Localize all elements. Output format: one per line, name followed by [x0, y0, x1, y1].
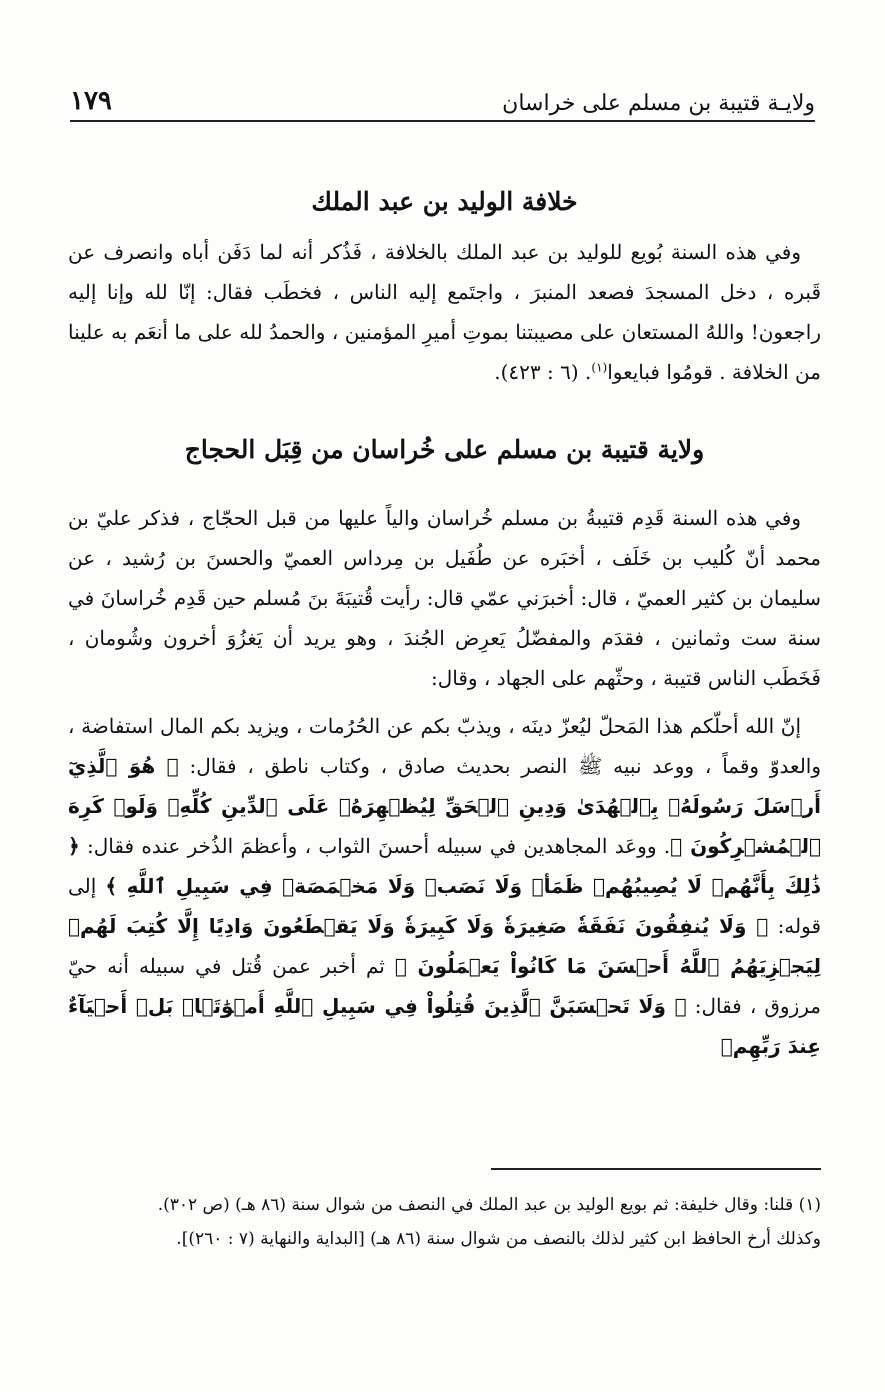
footnotes	[68, 1188, 821, 1256]
footnote-1: (١) قلنا: وقال خليفة: ثم بويع الوليد بن عبد الملك في النصف من شوال سنة (٨٦ هـ) (ص ٣٠٢).	[157, 1195, 821, 1215]
paragraph-speech	[68, 706, 821, 1066]
main-text	[68, 180, 821, 1066]
volume-reference: (٦ : ٤٢٣).	[494, 360, 579, 384]
quran-verse-4: ﴿ وَلَا تَحۡسَبَنَّ ٱلَّذِينَ قُتِلُواْ فِي سَبِيلِ ٱللَّهِ أَمۡوَٰتَۢاۚ بَلۡ أَحۡيَآءٌ عِندَ رَبِّهِمۡ	[68, 994, 821, 1058]
page-number: ١٧٩	[70, 86, 112, 116]
speech-part-1: إنّ الله أحلّكم هذا المَحلّ ليُعزّ دينَه ، ويذبّ بكم عن الحُرُمات ، ويزيد بكم المال استفاضة ، والعدوّ وقماً ، ووعد نبيه ﷺ النصر بحديث صادق ، وكتاب ناطق ، فقال:	[68, 714, 822, 778]
quran-verse-1: ﴿ هُوَ ٱلَّذِيٓ أَرۡسَلَ رَسُولَهُۥ بِٱلۡهُدَىٰ وَدِينِ ٱلۡحَقِّ لِيُظۡهِرَهُۥ عَلَى ٱلدِّينِ كُلِّهِۦ وَلَوۡ كَرِهَ ٱلۡمُشۡرِكُونَ ﴾	[68, 754, 822, 858]
footnote-1-continued: وكذلك أرخ الحافظ ابن كثير لذلك بالنصف من شوال سنة (٨٦ هـ) [البداية والنهاية (٧ : ٢٦٠)].	[176, 1229, 821, 1249]
speech-part-2: . ووعَد المجاهدين في سبيله أحسنَ الثواب ، وأعظمَ الذُخر عنده فقال:	[87, 834, 671, 858]
paragraph-qutayba: وفي هذه السنة قَدِم قتيبةُ بن مسلم خُراسان والياً عليها من قبل الحجّاج ، فذكر عليّ بن محمد أنّ كُليب بن خَلَف ، أخبَره عن طُفَيل بن مِرداس العميّ والحسنَ بن رُشيد ، عن سليمان بن كثير العميّ ، قال: أخبرَني عمّي قال: رأيت قُتيبَةَ بنَ مُسلم حين قَدِم خُراسانَ في سنة ست وثمانين ، فقدَم والمفضّلُ يَعرِض الجُندَ ، وهو يريد أن يَغزُوَ أخرون وشُومان ، فَخَطَب الناس قتيبة ، وحثّهم على الجهاد ، وقال:	[68, 506, 821, 690]
paragraph-caliphate-end: .	[585, 360, 592, 384]
running-title: ولايـة قتيبة بن مسلم على خراسان	[502, 91, 815, 116]
paragraph-caliphate	[68, 232, 821, 392]
section-title-caliphate: خلافة الوليد بن عبد الملك	[311, 187, 578, 216]
running-header	[70, 70, 815, 122]
footnote-divider	[491, 1168, 821, 1170]
quran-verse-3: ﴿ وَلَا يُنفِقُونَ نَفَقَةٗ صَغِيرَةٗ وَلَا كَبِيرَةٗ وَلَا يَقۡطَعُونَ وَادِيًا إِلَّا كُتِبَ لَهُمۡ لِيَجۡزِيَهُمُ ٱللَّهُ أَحۡسَنَ مَا كَانُواْ يَعۡمَلُونَ ﴾	[68, 914, 821, 978]
speech-part-4: ثم أخبر عمن قُتل في سبيله أنه حيّ مرزوق ، فقال:	[68, 954, 821, 1018]
section-title-qutayba: ولاية قتيبة بن مسلم على خُراسان من قِبَل الحجاج	[184, 435, 705, 464]
speech-part-3: إلى قوله:	[68, 874, 822, 938]
paragraph-caliphate-text: وفي هذه السنة بُويع للوليد بن عبد الملك بالخلافة ، فَذُكر أنه لما دَفَن أباه وانصرف عن قَبره ، دخل المسجدَ فصعد المنبرَ ، واجتَمع إليه الناس ، فخطَب فقال: إنّا لله وإنا إليه راجعون! واللهُ المستعان على مصيبتنا بموتِ أميرِ المؤمنين ، والحمدُ لله على ما أنعَم به علينا من الخلافة . قومُوا فبايعوا	[68, 240, 821, 384]
quran-verse-2: ﴿ ذَٰلِكَ بِأَنَّهُمۡ لَا يُصِيبُهُمۡ ظَمَأٞ وَلَا نَصَبٞ وَلَا مَخۡمَصَةٞ فِي سَبِيلِ ٱللَّهِ ﴾	[68, 834, 821, 898]
footnote-marker[interactable]: (١)	[591, 360, 608, 375]
